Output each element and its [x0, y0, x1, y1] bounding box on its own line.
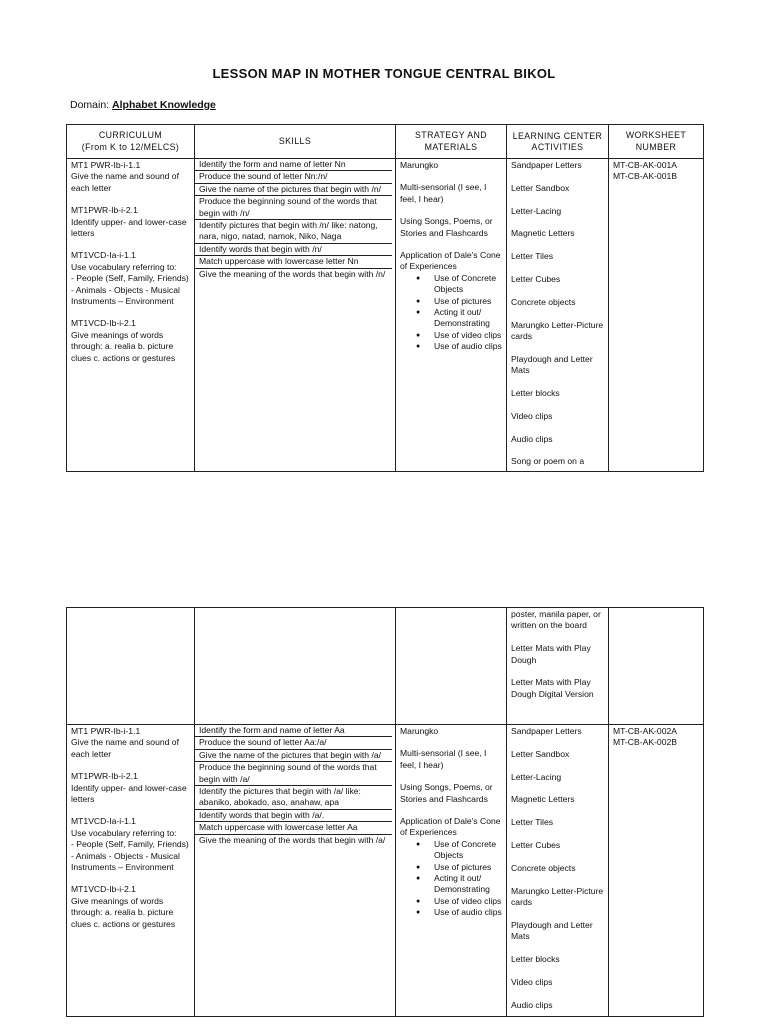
- strategy-bullet: ● Use of video clips: [400, 896, 503, 907]
- skill-item: Produce the beginning sound of the words that begin with /n/: [195, 196, 392, 220]
- skills-cell: [195, 725, 396, 1017]
- activity-item: Marungko Letter-Picture cards: [511, 885, 604, 907]
- strategy-cell: [396, 159, 507, 472]
- activity-item: Sandpaper Letters: [511, 726, 582, 736]
- activity-item: Playdough and Letter Mats: [511, 353, 593, 376]
- curriculum-item: MT1VCD-Ia-i-1.1 Use vocabulary referring to: - People (Self, Family, Friends) - Animals - Objects - Musical Instruments – Environment: [71, 816, 189, 873]
- empty-cell: [67, 608, 195, 725]
- strategy-item: Application of Dale's Cone of Experiences: [400, 816, 501, 838]
- activity-item: Letter blocks: [511, 387, 560, 398]
- strategy-bullet: ● Use of Concrete Objects: [400, 273, 503, 296]
- activity-item: Letter Mats with Play Dough: [511, 643, 591, 665]
- skill-item: Identify words that begin with /n/: [195, 244, 392, 256]
- skill-item: Match uppercase with lowercase letter Nn: [195, 256, 392, 268]
- activity-item: Letter Sandbox: [511, 182, 570, 193]
- activity-item: Magnetic Letters: [511, 228, 575, 239]
- strategy-item: Marungko: [400, 160, 439, 170]
- skill-item: Produce the sound of letter Aa:/a/: [195, 737, 392, 749]
- lesson-row-nn: [67, 159, 704, 472]
- skill-item: Identify the form and name of letter Nn: [195, 159, 392, 171]
- skill-item: Give the name of the pictures that begin with /n/: [195, 184, 392, 196]
- skill-item: Identify the form and name of letter Aa: [195, 725, 392, 737]
- activity-item: Letter-Lacing: [511, 771, 562, 782]
- strategy-item: Marungko: [400, 726, 439, 736]
- skill-item: Identify words that begin with /a/.: [195, 810, 392, 822]
- strategy-item: Multi-sensorial (I see, I feel, I hear): [400, 748, 487, 770]
- strategy-item: Using Songs, Poems, or Stories and Flashcards: [400, 216, 493, 238]
- curriculum-item: MT1PWR-Ib-i-2.1 Identify upper- and lower-case letters: [71, 771, 187, 805]
- worksheet-number: MT-CB-AK-002B: [613, 737, 677, 748]
- activity-item: Marungko Letter-Picture cards: [511, 319, 604, 341]
- strategy-bullet: ● Use of pictures: [400, 296, 503, 307]
- activity-item: Concrete objects: [511, 862, 576, 873]
- activity-item: poster, manila paper, or written on the board: [511, 609, 601, 631]
- activity-item: Audio clips: [511, 999, 553, 1010]
- skill-item: Give the name of the pictures that begin with /a/: [195, 750, 392, 762]
- activity-item: Video clips: [511, 410, 553, 421]
- curriculum-item: MT1VCD-Ib-i-2.1 Give meanings of words through: a. realia b. picture clues c. actions or gestures: [71, 318, 176, 363]
- skill-item: Produce the beginning sound of the words that begin with /a/: [195, 762, 392, 786]
- activity-item: Letter Cubes: [511, 273, 561, 284]
- activity-item: Audio clips: [511, 433, 553, 444]
- header-worksheet: WORKSHEET NUMBER: [609, 125, 704, 159]
- activities-cell: [507, 608, 609, 725]
- activity-item: Letter-Lacing: [511, 205, 562, 216]
- header-strategy: STRATEGY AND MATERIALS: [396, 125, 507, 159]
- skill-item: Give the meaning of the words that begin with /n/: [199, 268, 386, 279]
- skills-cell: [195, 159, 396, 472]
- lesson-map-table-page-1: [66, 124, 704, 472]
- skill-item: Produce the sound of letter Nn:/n/: [195, 171, 392, 183]
- strategy-bullet: ● Use of pictures: [400, 862, 503, 873]
- skill-item: Identify pictures that begin with /n/ like: natong, nara, nigo, natad, namok, Niko, Naga: [195, 220, 392, 244]
- skill-item: Identify the pictures that begin with /a/ like: abaniko, abokado, aso, anahaw, apa: [195, 786, 392, 810]
- activity-item: Letter blocks: [511, 953, 560, 964]
- strategy-bullet: ● Use of audio clips: [400, 341, 503, 352]
- strategy-bullet: ● Acting it out/ Demonstrating: [400, 873, 503, 896]
- strategy-item: Multi-sensorial (I see, I feel, I hear): [400, 182, 487, 204]
- domain-label: Domain:: [70, 99, 110, 111]
- strategy-bullet: ● Use of audio clips: [400, 907, 503, 918]
- strategy-bullet: ● Acting it out/ Demonstrating: [400, 307, 503, 330]
- activity-item: Video clips: [511, 976, 553, 987]
- curriculum-item: MT1 PWR-Ib-i-1.1 Give the name and sound of each letter: [71, 160, 179, 193]
- strategy-bullet-list: [400, 839, 503, 919]
- activity-item: Sandpaper Letters: [511, 160, 582, 170]
- header-row: [67, 125, 704, 159]
- curriculum-cell: [67, 725, 195, 1017]
- strategy-bullet: ● Use of Concrete Objects: [400, 839, 503, 862]
- activities-cell: [507, 159, 609, 472]
- header-activities: LEARNING CENTER ACTIVITIES: [507, 125, 609, 159]
- curriculum-item: MT1VCD-Ia-i-1.1 Use vocabulary referring to: - People (Self, Family, Friends) - Animals - Objects - Musical Instruments – Environment: [71, 250, 189, 307]
- header-skills: SKILLS: [195, 125, 396, 159]
- worksheet-number: MT-CB-AK-001B: [613, 171, 677, 182]
- worksheet-number: MT-CB-AK-001A: [613, 160, 677, 170]
- activity-item: Letter Tiles: [511, 251, 554, 262]
- activity-item: Letter Cubes: [511, 839, 561, 850]
- skill-item: Match uppercase with lowercase letter Aa: [195, 822, 392, 834]
- lesson-map-table-page-2: [66, 607, 704, 1017]
- header-curriculum: CURRICULUM (From K to 12/MELCS): [67, 125, 195, 159]
- empty-cell: [195, 608, 396, 725]
- empty-cell: [396, 608, 507, 725]
- strategy-item: Application of Dale's Cone of Experiences: [400, 250, 501, 272]
- activity-item: Magnetic Letters: [511, 794, 575, 805]
- curriculum-item: MT1VCD-Ib-i-2.1 Give meanings of words through: a. realia b. picture clues c. actions or gestures: [71, 884, 176, 929]
- domain-value: Alphabet Knowledge: [112, 99, 216, 111]
- worksheet-cell: [609, 159, 704, 472]
- curriculum-cell: [67, 159, 195, 472]
- strategy-item: Using Songs, Poems, or Stories and Flashcards: [400, 782, 493, 804]
- strategy-bullet: ● Use of video clips: [400, 330, 503, 341]
- document-title: LESSON MAP IN MOTHER TONGUE CENTRAL BIKOL: [212, 66, 556, 81]
- activity-item: Song or poem on a: [511, 456, 585, 467]
- domain-line: [70, 99, 216, 111]
- worksheet-number: MT-CB-AK-002A: [613, 726, 677, 736]
- curriculum-item: MT1PWR-Ib-i-2.1 Identify upper- and lower-case letters: [71, 205, 187, 239]
- activities-cell: [507, 725, 609, 1017]
- activity-item: Playdough and Letter Mats: [511, 919, 593, 942]
- skill-item: Give the meaning of the words that begin with /a/: [199, 834, 386, 845]
- strategy-bullet-list: [400, 273, 503, 353]
- curriculum-item: MT1 PWR-Ib-i-1.1 Give the name and sound of each letter: [71, 726, 179, 759]
- strategy-cell: [396, 725, 507, 1017]
- activity-item: Letter Sandbox: [511, 748, 570, 759]
- activity-item: Letter Tiles: [511, 817, 554, 828]
- lesson-row-aa: [67, 725, 704, 1017]
- activity-item: Letter Mats with Play Dough Digital Version: [511, 677, 594, 699]
- worksheet-cell: [609, 725, 704, 1017]
- continuation-row: [67, 608, 704, 725]
- empty-cell: [609, 608, 704, 725]
- activity-item: Concrete objects: [511, 296, 576, 307]
